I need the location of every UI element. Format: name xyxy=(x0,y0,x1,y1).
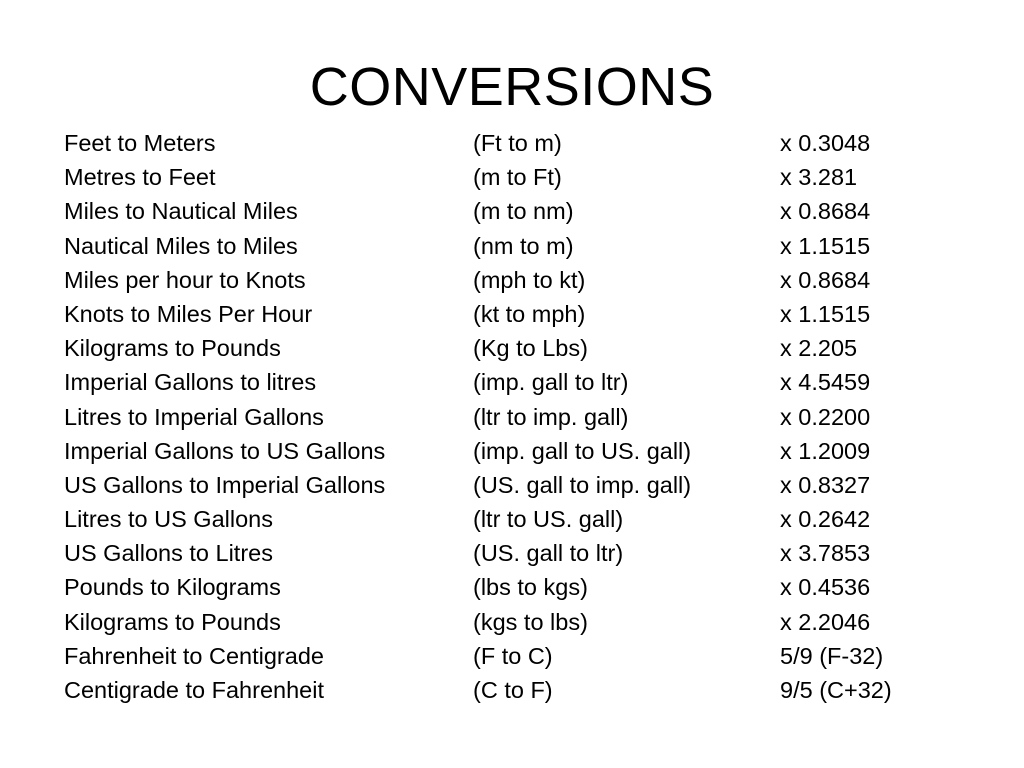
conversion-abbreviation: (imp. gall to US. gall) xyxy=(473,437,692,464)
conversion-abbreviation: (nm to m) xyxy=(473,232,574,259)
conversion-factor: x 0.8684 xyxy=(780,198,871,225)
conversion-name: Kilograms to Pounds xyxy=(64,608,281,635)
conversion-table xyxy=(64,126,964,707)
conversion-abbreviation: (imp. gall to ltr) xyxy=(473,369,629,396)
conversion-abbreviation: (m to nm) xyxy=(473,198,574,225)
conversion-row xyxy=(64,434,964,468)
conversion-name: Knots to Miles Per Hour xyxy=(64,300,313,327)
conversion-name: Imperial Gallons to litres xyxy=(64,369,317,396)
conversion-abbreviation: (lbs to kgs) xyxy=(473,574,588,601)
conversion-abbreviation: (m to Ft) xyxy=(473,164,562,191)
conversion-row xyxy=(64,229,964,263)
conversion-factor: 5/9 (F-32) xyxy=(780,642,884,669)
conversion-factor: x 2.2046 xyxy=(780,608,871,635)
conversion-abbreviation: (ltr to imp. gall) xyxy=(473,403,629,430)
conversion-row xyxy=(64,126,964,160)
conversion-row xyxy=(64,160,964,194)
conversion-factor: x 3.281 xyxy=(780,164,858,191)
conversion-name: Litres to US Gallons xyxy=(64,506,273,533)
conversion-row xyxy=(64,194,964,228)
conversion-row xyxy=(64,297,964,331)
conversion-abbreviation: (C to F) xyxy=(473,677,553,703)
conversion-name: US Gallons to Imperial Gallons xyxy=(64,471,386,498)
conversion-abbreviation: (kt to mph) xyxy=(473,300,586,327)
conversion-row xyxy=(64,639,964,673)
conversion-row xyxy=(64,263,964,297)
conversion-factor: 9/5 (C+32) xyxy=(780,677,892,703)
conversion-factor: x 1.1515 xyxy=(780,300,871,327)
conversion-abbreviation: (US. gall to ltr) xyxy=(473,540,624,567)
conversion-name: Litres to Imperial Gallons xyxy=(64,403,324,430)
conversion-row xyxy=(64,570,964,604)
conversion-factor: x 4.5459 xyxy=(780,369,871,396)
conversion-row xyxy=(64,468,964,502)
conversion-name: US Gallons to Litres xyxy=(64,540,273,567)
conversion-factor: x 3.7853 xyxy=(780,540,871,567)
conversion-name: Pounds to Kilograms xyxy=(64,574,281,601)
conversion-factor: x 0.8327 xyxy=(780,471,871,498)
conversion-row xyxy=(64,605,964,639)
slide-title: CONVERSIONS xyxy=(309,57,715,117)
conversion-row xyxy=(64,331,964,365)
conversion-name: Miles to Nautical Miles xyxy=(64,198,298,225)
conversion-name: Metres to Feet xyxy=(64,164,216,191)
conversion-name: Nautical Miles to Miles xyxy=(64,232,298,259)
conversion-name: Centigrade to Fahrenheit xyxy=(64,677,324,703)
conversion-row xyxy=(64,536,964,570)
conversion-factor: x 0.2200 xyxy=(780,403,871,430)
conversion-factor: x 0.2642 xyxy=(780,506,871,533)
conversion-abbreviation: (US. gall to imp. gall) xyxy=(473,471,692,498)
conversion-row xyxy=(64,365,964,399)
conversion-name: Imperial Gallons to US Gallons xyxy=(64,437,386,464)
conversion-name: Feet to Meters xyxy=(64,130,216,156)
conversion-factor: x 0.4536 xyxy=(780,574,871,601)
conversion-abbreviation: (Kg to Lbs) xyxy=(473,335,588,362)
conversion-row xyxy=(64,502,964,536)
conversion-row xyxy=(64,400,964,434)
conversion-abbreviation: (ltr to US. gall) xyxy=(473,506,624,533)
conversion-abbreviation: (F to C) xyxy=(473,642,553,669)
conversion-factor: x 2.205 xyxy=(780,335,858,362)
conversion-abbreviation: (kgs to lbs) xyxy=(473,608,588,635)
conversion-name: Fahrenheit to Centigrade xyxy=(64,642,324,669)
conversion-factor: x 1.2009 xyxy=(780,437,871,464)
conversion-factor: x 1.1515 xyxy=(780,232,871,259)
conversion-abbreviation: (mph to kt) xyxy=(473,266,586,293)
conversion-factor: x 0.3048 xyxy=(780,130,871,156)
conversion-name: Miles per hour to Knots xyxy=(64,266,306,293)
conversion-abbreviation: (Ft to m) xyxy=(473,130,562,156)
conversion-factor: x 0.8684 xyxy=(780,266,871,293)
conversion-row xyxy=(64,673,964,707)
conversion-name: Kilograms to Pounds xyxy=(64,335,281,362)
